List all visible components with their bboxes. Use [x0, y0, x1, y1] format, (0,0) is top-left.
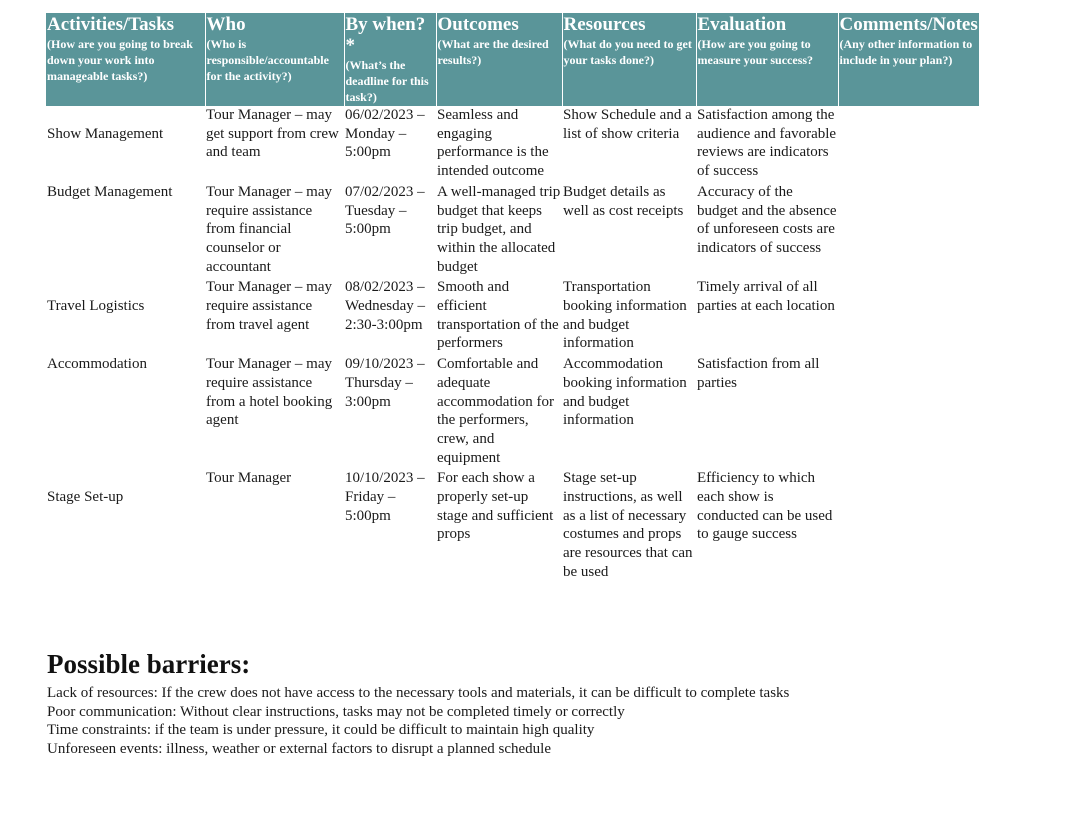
resources-cell: Stage set-up instructions, as well as a list of necessary costumes and props are resources that can be used [563, 470, 693, 580]
comments-cell [838, 183, 979, 279]
header-title: Resources [563, 14, 646, 35]
comments-cell [838, 355, 979, 469]
outcomes-cell: Seamless and engaging performance is the intended outcome [437, 107, 549, 180]
header-title: By when?* [345, 14, 426, 56]
barrier-item: Time constraints: if the team is under pressure, it could be difficult to maintain high quality [47, 722, 595, 739]
who-cell: Tour Manager – may require assistance from financial counselor or accountant [206, 183, 332, 275]
header-row [46, 13, 979, 106]
task-label: Accommodation [47, 356, 147, 373]
header-subtitle: (How are you going to break down your work into manageable tasks?) [47, 37, 193, 83]
comments-cell [838, 106, 979, 183]
barrier-item: Unforeseen events: illness, weather or external factors to disrupt a planned schedule [47, 741, 551, 758]
evaluation-cell: Accuracy of the budget and the absence of unforeseen costs are indicators of success [697, 183, 837, 256]
header-subtitle: (Any other information to include in your plan?) [839, 37, 973, 67]
resources-cell: Budget details as well as cost receipts [563, 183, 684, 219]
comments-cell [838, 278, 979, 355]
task-label: Stage Set-up [47, 489, 124, 506]
table-row [46, 106, 979, 183]
when-cell: 08/02/2023 – Wednesday – 2:30-3:00pm [345, 279, 426, 333]
barriers-heading: Possible barriers: [47, 649, 251, 679]
header-title: Activities/Tasks [47, 14, 175, 35]
evaluation-cell: Efficiency to which each show is conducted can be used to gauge success [697, 470, 833, 543]
task-cell [46, 469, 205, 583]
when-cell: 09/10/2023 – Thursday – 3:00pm [345, 356, 425, 410]
header-subtitle: (What’s the deadline for this task?) [345, 58, 429, 104]
action-plan [46, 13, 1046, 584]
table-row [46, 355, 979, 469]
who-cell: Tour Manager [206, 470, 292, 487]
when-cell: 06/02/2023 – Monday – 5:00pm [345, 107, 425, 161]
header-subtitle: (What are the desired results?) [437, 37, 549, 67]
header-title: Evaluation [697, 14, 787, 35]
header-subtitle: (What do you need to get your tasks done?) [563, 37, 692, 67]
outcomes-cell: For each show a properly set-up stage and sufficient props [437, 470, 554, 543]
task-cell [46, 278, 205, 355]
task-label: Show Management [47, 126, 164, 142]
table-body [46, 106, 979, 584]
task-label: Budget Management [47, 183, 173, 200]
barrier-item: Lack of resources: If the crew does not have access to the necessary tools and materials, it can be difficult to complete tasks [47, 685, 790, 701]
who-cell: Tour Manager – may get support from crew and team [206, 107, 339, 161]
possible-barriers-section [47, 648, 1057, 759]
header-comments [838, 13, 979, 106]
barrier-item: Poor communication: Without clear instructions, tasks may not be completed timely or correctly [47, 703, 625, 720]
header-subtitle: (Who is responsible/accountable for the activity?) [206, 37, 329, 83]
header-by-when [344, 13, 436, 106]
action-plan-table [46, 13, 979, 584]
header-subtitle: (How are you going to measure your success? [697, 37, 814, 67]
task-cell [46, 355, 205, 469]
evaluation-cell: Satisfaction from all parties [697, 356, 820, 391]
resources-cell: Accommodation booking information and budget information [563, 356, 687, 429]
header-evaluation [696, 13, 838, 106]
header-outcomes [436, 13, 562, 106]
resources-cell: Show Schedule and a list of show criteria [563, 107, 692, 142]
who-cell: Tour Manager – may require assistance from travel agent [206, 279, 332, 333]
table-row [46, 278, 979, 355]
table-row [46, 183, 979, 279]
evaluation-cell: Satisfaction among the audience and favorable reviews are indicators of success [697, 107, 837, 180]
table-row [46, 469, 979, 583]
outcomes-cell: Smooth and efficient transportation of the performers [437, 279, 559, 352]
comments-cell [838, 469, 979, 583]
header-resources [562, 13, 696, 106]
resources-cell: Transportation booking information and budget information [563, 279, 687, 352]
header-title: Outcomes [437, 14, 519, 35]
header-who [205, 13, 344, 106]
header-title: Who [206, 14, 246, 35]
task-cell [46, 106, 205, 183]
when-cell: 10/10/2023 – Friday – 5:00pm [345, 470, 425, 524]
outcomes-cell: Comfortable and adequate accommodation for the performers, crew, and equipment [437, 356, 555, 466]
when-cell: 07/02/2023 – Tuesday – 5:00pm [345, 183, 425, 238]
who-cell: Tour Manager – may require assistance from a hotel booking agent [206, 356, 333, 429]
table-header [46, 13, 979, 106]
evaluation-cell: Timely arrival of all parties at each location [697, 279, 835, 315]
header-title: Comments/Notes [839, 14, 978, 35]
task-cell [46, 183, 205, 279]
outcomes-cell: A well-managed trip budget that keeps trip budget, and within the allocated budget [437, 183, 561, 275]
header-activities [46, 13, 205, 106]
task-label: Travel Logistics [47, 298, 145, 315]
